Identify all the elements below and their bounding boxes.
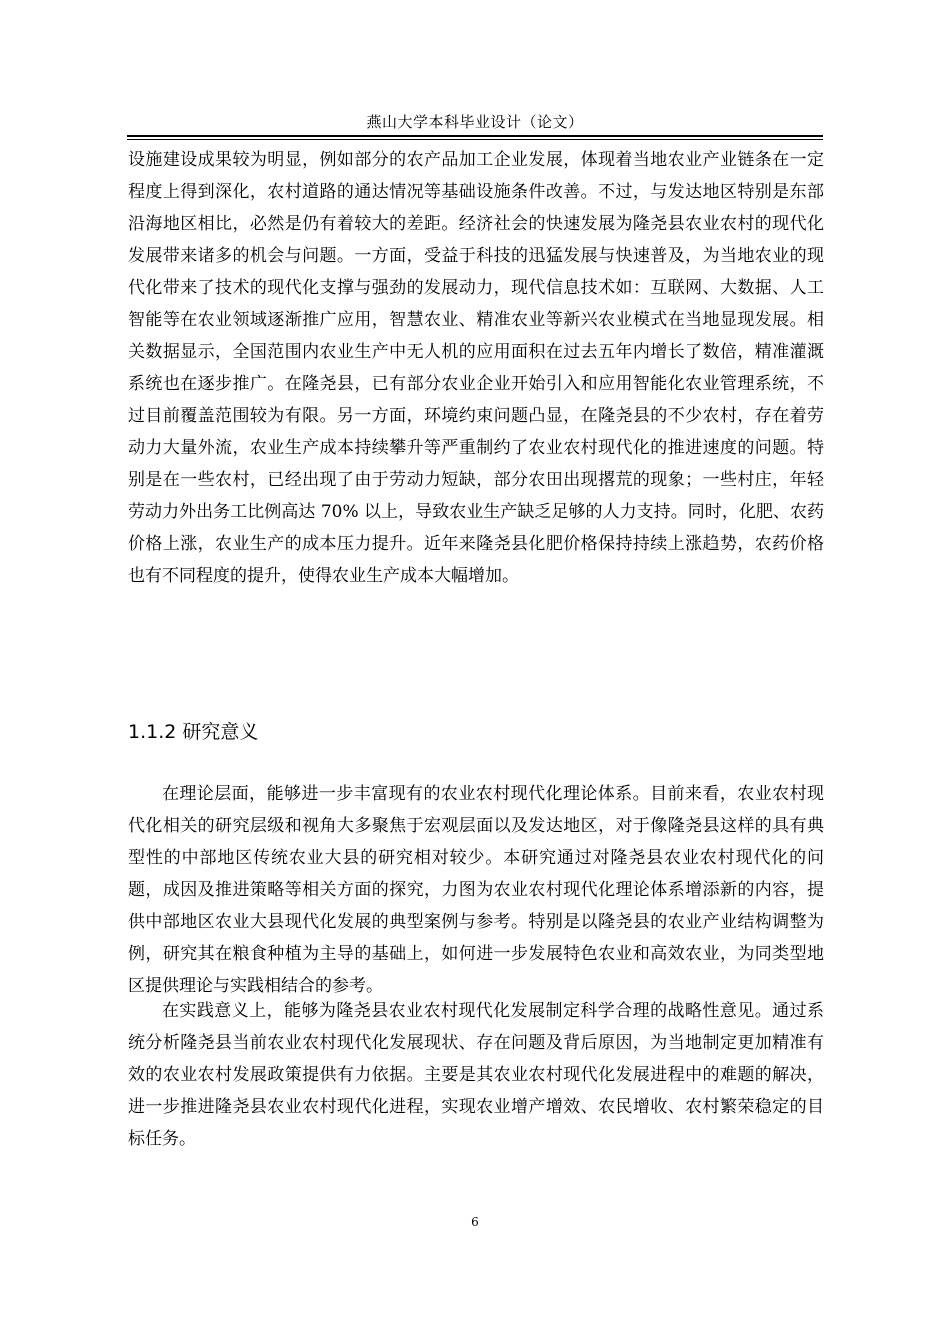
page-number: 6 bbox=[471, 1215, 479, 1229]
body-paragraph-practice: 在实践意义上，能够为隆尧县农业农村现代化发展制定科学合理的战略性意见。通过系统分析隆尧县当前农业农村现代化发展现状、存在问题及背后原因，为当地制定更加精准有效的农业农村发展政策提供有力依据。主要是其农业农村现代化发展进程中的难题的解决，进一步推进隆尧县农业农村现代化进程，实现农业增产增效、农民增收、农村繁荣稳定的目标任务。 bbox=[128, 1001, 824, 1149]
header-rule-thin bbox=[127, 139, 823, 140]
body-paragraph-continued: 设施建设成果较为明显，例如部分的农产品加工企业发展，体现着当地农业产业链条在一定程度上得到深化，农村道路的通达情况等基础设施条件改善。不过，与发达地区特别是东部沿海地区相比，必然是仍有着较大的差距。经济社会的快速发展为隆尧县农业农村的现代化发展带来诸多的机会与问题。一方面，受益于科技的迅猛发展与快速普及，为当地农业的现代化带来了技术的现代化支撑与强劲的发展动力，现代信息技术如：互联网、大数据、人工智能等在农业领域逐渐推广应用，智慧农业、精准农业等新兴农业模式在当地显现发展。相关数据显示，全国范围内农业生产中无人机的应用面积在过去五年内增长了数倍，精准灌溉系统也在逐步推广。在隆尧县，已有部分农业企业开始引入和应用智能化农业管理系统，不过目前覆盖范围较为有限。另一方面，环境约束问题凸显，在隆尧县的不少农村，存在着劳动力大量外流，农业生产成本持续攀升等严重制约了农业农村现代化的推进速度的问题。特别是在一些农村，已经出现了由于劳动力短缺，部分农田出现撂荒的现象；一些村庄，年轻劳动力外出务工比例高达 70% 以上，导致农业生产缺乏足够的人力支持。同时，化肥、农药价格上涨，农业生产的成本压力提升。近年来隆尧县化肥价格保持持续上涨趋势，农药价格也有不同程度的提升，使得农业生产成本大幅增加。 bbox=[128, 150, 824, 586]
header-rule-thick bbox=[127, 135, 823, 137]
running-header-title: 燕山大学本科毕业设计（论文） bbox=[366, 113, 584, 131]
body-paragraph-theory: 在理论层面，能够进一步丰富现有的农业农村现代化理论体系。目前来看，农业农村现代化相关的研究层级和视角大多聚焦于宏观层面以及发达地区，对于像隆尧县这样的具有典型性的中部地区传统农业大县的研究相对较少。本研究通过对隆尧县农业农村现代化的问题，成因及推进策略等相关方面的探究，力图为农业农村现代化理论体系增添新的内容，提供中部地区农业大县现代化发展的典型案例与参考。特别是以隆尧县的农业产业结构调整为例，研究其在粮食种植为主导的基础上，如何进一步发展特色农业和高效农业，为同类型地区提供理论与实践相结合的参考。 bbox=[128, 784, 824, 996]
section-heading: 1.1.2 研究意义 bbox=[128, 721, 259, 743]
